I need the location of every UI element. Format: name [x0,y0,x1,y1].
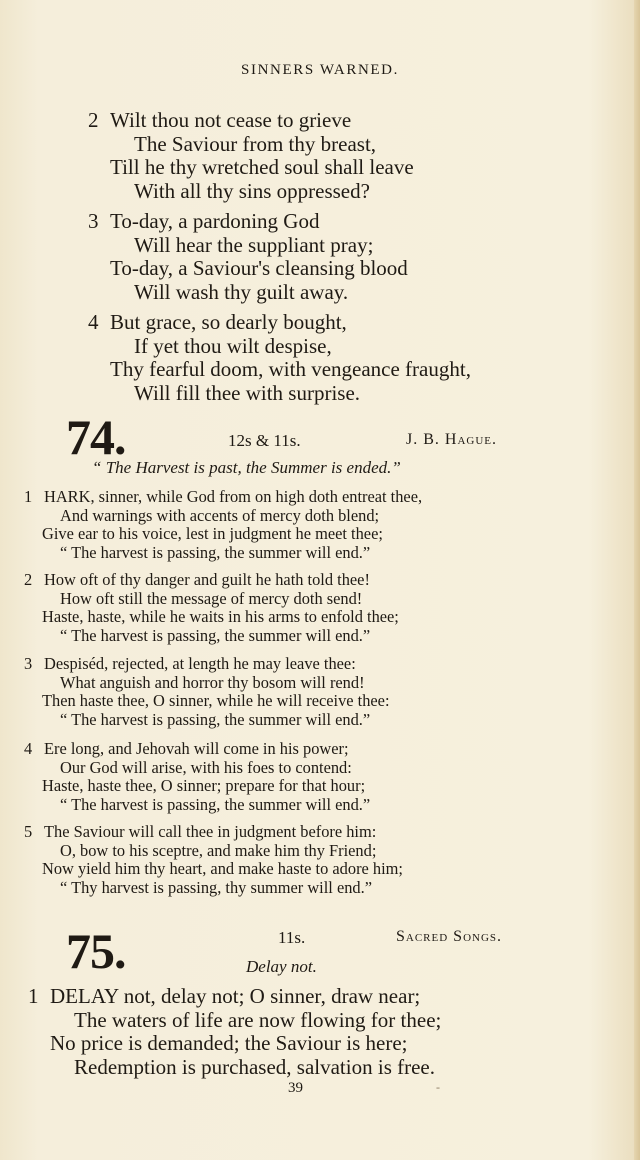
stanza-line: “ The harvest is passing, the summer will end.” [60,625,371,645]
stanza-line: Then haste thee, O sinner, while he will receive thee: [42,691,390,711]
stanza-line: Our God will arise, with his foes to contend: [60,757,352,777]
stanza-line: Till he thy wretched soul shall leave [110,155,414,179]
stanza-line: “ The harvest is passing, the summer will end.” [60,542,371,562]
hymn75-meter: 11s. [278,928,306,947]
stanza-line: Haste, haste thee, O sinner; prepare for that hour; [42,776,366,796]
stanza-line: No price is demanded; the Saviour is here; [50,1031,408,1055]
stanza-line: 3 To-day, a pardoning God [88,209,320,233]
stanza-line: O, bow to his sceptre, and make him thy Friend; [60,840,377,860]
stanza-line: 1 HARK, sinner, while God from on high doth entreat thee, [24,487,423,506]
stanza-line: Give ear to his voice, lest in judgment he meet thee; [42,524,383,544]
stanza-line: “ The harvest is passing, the summer will end.” [60,709,371,729]
stanza-number: 1 [24,487,33,506]
hymn75-stanza-1 [28,985,441,1079]
stanza-line: Now yield him thy heart, and make haste to adore him; [42,859,403,879]
hymn75-source: Sacred Songs. [396,928,503,945]
stanza-number: 5 [24,822,33,841]
stanza-number: 4 [24,739,33,758]
hymn74-stanza-5 [24,823,403,897]
hymn74-stanza-3 [24,655,390,729]
hymn74-stanza-4 [24,740,370,814]
stanza-line: “ Thy harvest is passing, thy summer will end.” [60,877,372,897]
hymn74-stanza-1 [24,488,422,562]
stanza-line: “ The harvest is passing, the summer will end.” [60,794,371,814]
stanza-line: The waters of life are now flowing for thee; [74,1007,442,1032]
stanza-line: 1 DELAY not, delay not; O sinner, draw near; [28,984,421,1008]
stanza-line: If yet thou wilt despise, [134,333,332,358]
stanza-number: 3 [88,209,99,233]
running-head: SINNERS WARNED. [241,62,399,78]
stanza-line: 3 Despiséd, rejected, at length he may leave thee: [24,654,356,673]
stanza-line: What anguish and horror thy bosom will rend! [60,672,365,692]
stanza-number: 2 [88,108,99,132]
page-edge [634,0,640,1160]
stanza-line: The Saviour from thy breast, [134,131,377,156]
hymn74-stanza-2 [24,571,399,645]
stanza-number: 3 [24,654,33,673]
hymn74-author: J. B. Hague. [406,431,498,448]
hymn73-stanza-4 [88,311,471,405]
hymn-number-75: 75. [66,923,126,979]
stanza-line: 2 How oft of thy danger and guilt he hath told thee! [24,570,370,589]
hymn-number-74: 74. [66,409,126,465]
hymn74-subtitle: “ The Harvest is past, the Summer is ended.” [92,458,401,477]
stanza-line: Will fill thee with surprise. [134,380,361,405]
stanza-line: Will hear the suppliant pray; [134,232,374,257]
stanza-line: 5 The Saviour will call thee in judgment before him: [24,822,377,841]
stanza-line: 4 But grace, so dearly bought, [88,310,347,334]
stanza-line: Redemption is purchased, salvation is free. [74,1054,435,1079]
hymn73-stanza-3 [88,210,408,304]
print-mark: - [436,1080,440,1094]
stanza-line: To-day, a Saviour's cleansing blood [110,256,408,280]
stanza-line: 4 Ere long, and Jehovah will come in his power; [24,739,349,758]
hymn74-meter: 12s & 11s. [228,431,301,450]
stanza-number: 2 [24,570,33,589]
stanza-line: Haste, haste, while he waits in his arms to enfold thee; [42,607,399,627]
hymn73-stanza-2 [88,109,414,203]
stanza-line: With all thy sins oppressed? [134,178,370,203]
stanza-line: Thy fearful doom, with vengeance fraught, [110,357,471,381]
stanza-line: Will wash thy guilt away. [134,279,349,304]
stanza-number: 4 [88,310,99,334]
stanza-number: 1 [28,984,39,1008]
page-number: 39 [288,1080,303,1096]
stanza-line: How oft still the message of mercy doth send! [60,588,363,608]
stanza-line: 2 Wilt thou not cease to grieve [88,108,352,132]
stanza-line: And warnings with accents of mercy doth blend; [60,505,380,525]
hymn75-subtitle: Delay not. [246,957,317,976]
